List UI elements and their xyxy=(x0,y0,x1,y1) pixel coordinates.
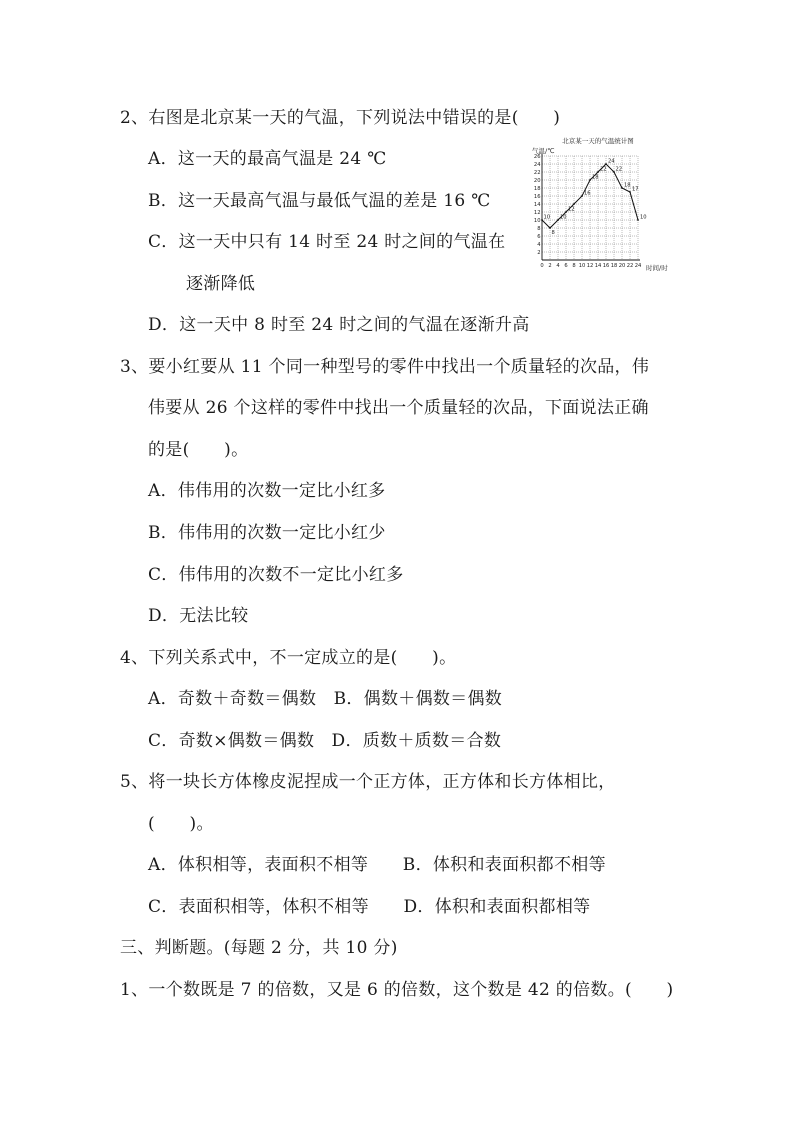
chart-x-tick-label: 4 xyxy=(556,263,560,269)
chart-point-label: 22 xyxy=(615,166,623,173)
chart-x-tick-label: 22 xyxy=(626,263,634,269)
chart-x-tick-label: 10 xyxy=(578,263,586,269)
chart-title: 北京某一天的气温统计图 xyxy=(562,137,634,145)
chart-data-point xyxy=(621,187,623,189)
q2-option-a: A．这一天的最高气温是 24 ℃ xyxy=(148,149,387,169)
chart-x-tick-label: 18 xyxy=(610,263,618,269)
q2-option-c-cont: 逐渐降低 xyxy=(186,274,256,294)
chart-y-tick-label: 6 xyxy=(537,234,541,240)
chart-data-point xyxy=(573,203,575,205)
chart-point-label: 12 xyxy=(568,206,575,213)
q2-option-d: D．这一天中 8 时至 24 时之间的气温在逐渐升高 xyxy=(148,315,530,335)
temperature-chart xyxy=(528,134,676,274)
chart-point-label: 10 xyxy=(543,214,551,221)
q3-option-c: C．伟伟用的次数不一定比小红多 xyxy=(148,565,404,585)
q5-options-ab: A．体积相等，表面积不相等 B．体积和表面积都不相等 xyxy=(148,855,606,875)
chart-data-point xyxy=(549,227,551,229)
chart-data-point xyxy=(589,179,591,181)
q4-options-cd: C．奇数×偶数＝偶数 D．质数＋质数＝合数 xyxy=(148,731,502,751)
chart-x-tick-label: 8 xyxy=(572,263,576,269)
chart-data-point xyxy=(637,219,639,221)
q3-stem-line-1: 3、要小红要从 11 个同一种型号的零件中找出一个质量轻的次品，伟 xyxy=(120,357,650,377)
q5-stem-line-2: ( )。 xyxy=(148,814,214,834)
chart-y-ticks xyxy=(534,154,541,256)
chart-x-tick-label: 16 xyxy=(602,263,610,269)
chart-y-tick-label: 24 xyxy=(533,162,541,168)
q3-stem-line-2: 伟要从 26 个这样的零件中找出一个质量轻的次品，下面说法正确 xyxy=(148,398,649,418)
q3-stem-line-3: 的是( )。 xyxy=(148,440,249,460)
chart-x-ticks xyxy=(540,263,642,269)
chart-point-label: 8 xyxy=(551,230,555,236)
chart-y-tick-label: 12 xyxy=(533,210,541,216)
chart-x-label: 时间/时 xyxy=(646,264,668,272)
chart-y-tick-label: 16 xyxy=(533,194,541,200)
chart-point-label: 16 xyxy=(584,190,591,197)
q5-options-cd: C．表面积相等，体积不相等 D．体积和表面积都相等 xyxy=(148,897,591,917)
q5-stem-line-1: 5、将一块长方体橡皮泥捏成一个正方体，正方体和长方体相比， xyxy=(120,772,616,792)
chart-data-point xyxy=(629,191,631,193)
chart-point-label: 17 xyxy=(632,186,639,193)
chart-y-label: 气温/℃ xyxy=(532,147,555,155)
chart-x-tick-label: 0 xyxy=(540,263,544,269)
chart-point-label: 10 xyxy=(560,214,567,221)
chart-grid xyxy=(542,156,638,260)
chart-point-label: 10 xyxy=(640,214,647,221)
chart-data-point xyxy=(557,219,559,221)
chart-x-tick-label: 6 xyxy=(564,263,568,269)
section-3-q1: 1、一个数既是 7 的倍数，又是 6 的倍数，这个数是 42 的倍数。( ) xyxy=(120,980,674,1000)
chart-y-tick-label: 18 xyxy=(533,186,541,192)
q4-stem: 4、下列关系式中，不一定成立的是( )。 xyxy=(120,648,457,668)
chart-point-label: 18 xyxy=(592,174,599,181)
chart-y-tick-label: 10 xyxy=(533,218,541,224)
chart-y-tick-label: 8 xyxy=(537,226,541,232)
chart-y-tick-label: 14 xyxy=(533,202,541,208)
chart-point-label: 22 xyxy=(600,166,607,173)
chart-x-tick-label: 24 xyxy=(634,263,642,269)
q2-option-c: C．这一天中只有 14 时至 24 时之间的气温在 xyxy=(148,232,506,252)
q2-stem: 2、右图是北京某一天的气温，下列说法中错误的是( ) xyxy=(120,108,561,128)
chart-x-tick-label: 2 xyxy=(548,263,552,269)
chart-data-point xyxy=(565,211,567,213)
chart-x-tick-label: 12 xyxy=(586,263,594,269)
chart-y-tick-label: 26 xyxy=(533,154,541,160)
q3-option-d: D．无法比较 xyxy=(148,606,249,626)
section-3-heading: 三、判断题。(每题 2 分，共 10 分) xyxy=(120,938,398,958)
chart-y-tick-label: 4 xyxy=(537,242,541,248)
chart-data-point xyxy=(597,171,599,173)
chart-x-tick-label: 20 xyxy=(618,263,626,269)
q2-option-b: B．这一天最高气温与最低气温的差是 16 ℃ xyxy=(148,191,491,211)
q3-option-b: B．伟伟用的次数一定比小红少 xyxy=(148,523,386,543)
chart-data-point xyxy=(581,195,583,197)
temperature-chart-svg xyxy=(528,134,676,274)
q4-options-ab: A．奇数＋奇数＝偶数 B．偶数＋偶数＝偶数 xyxy=(148,689,503,709)
chart-data-point xyxy=(605,163,607,165)
chart-y-tick-label: 20 xyxy=(533,178,541,184)
chart-x-tick-label: 14 xyxy=(594,263,602,269)
chart-point-label: 18 xyxy=(624,182,631,189)
chart-y-tick-label: 2 xyxy=(537,250,541,256)
chart-y-tick-label: 22 xyxy=(533,170,541,176)
chart-point-label: 24 xyxy=(608,158,615,165)
q3-option-a: A．伟伟用的次数一定比小红多 xyxy=(148,481,386,501)
